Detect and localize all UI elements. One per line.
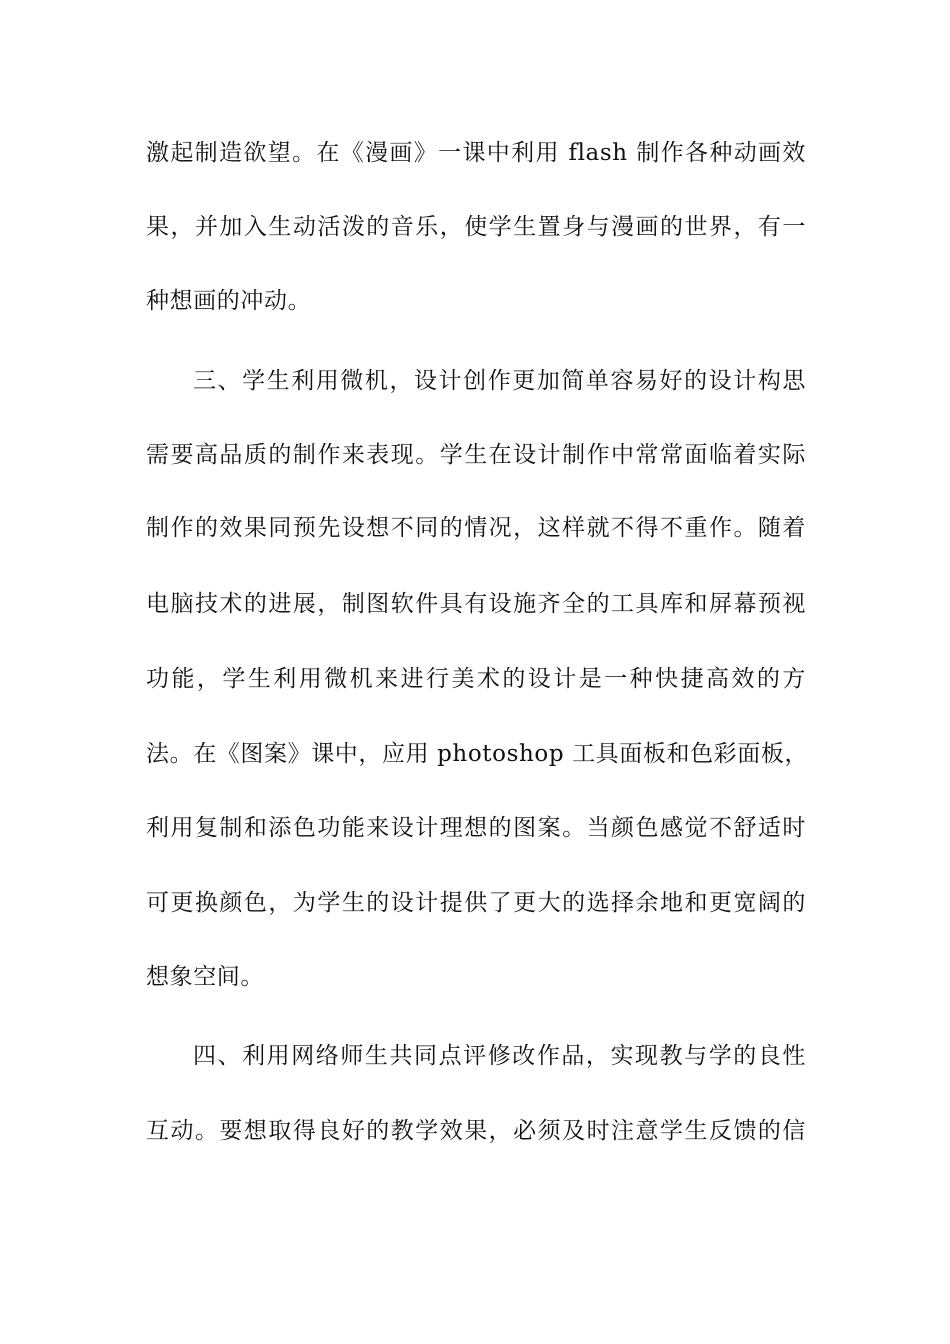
- text-line-9: 法。在《图案》课中，应用 photoshop 工具面板和色彩面板，: [146, 741, 809, 767]
- text-line-14: 互动。要想取得良好的教学效果，必须及时注意学生反馈的信: [146, 1118, 806, 1144]
- section-four-heading-line: 四、利用网络师生共同点评修改作品，实现教与学的良性: [193, 1043, 806, 1069]
- text-line-2: 果，并加入生动活泼的音乐，使学生置身与漫画的世界，有一: [146, 214, 806, 240]
- text-line-12: 想象空间。: [146, 964, 264, 990]
- text-line-10: 利用复制和添色功能来设计理想的图案。当颜色感觉不舒适时: [146, 815, 806, 841]
- text-line-1: 激起制造欲望。在《漫画》一课中利用 flash 制作各种动画效: [146, 140, 806, 166]
- text-line-7: 电脑技术的进展，制图软件具有设施齐全的工具库和屏幕预视: [146, 591, 806, 617]
- section-three-heading-line: 三、学生利用微机，设计创作更加简单容易好的设计构思: [193, 368, 806, 394]
- text-line-3: 种想画的冲动。: [146, 288, 312, 314]
- text-line-6: 制作的效果同预先设想不同的情况，这样就不得不重作。随着: [146, 515, 806, 541]
- text-line-8: 功能，学生利用微机来进行美术的设计是一种快捷高效的方: [146, 666, 806, 692]
- text-line-5: 需要高品质的制作来表现。学生在设计制作中常常面临着实际: [146, 442, 806, 468]
- text-line-11: 可更换颜色，为学生的设计提供了更大的选择余地和更宽阔的: [146, 890, 806, 916]
